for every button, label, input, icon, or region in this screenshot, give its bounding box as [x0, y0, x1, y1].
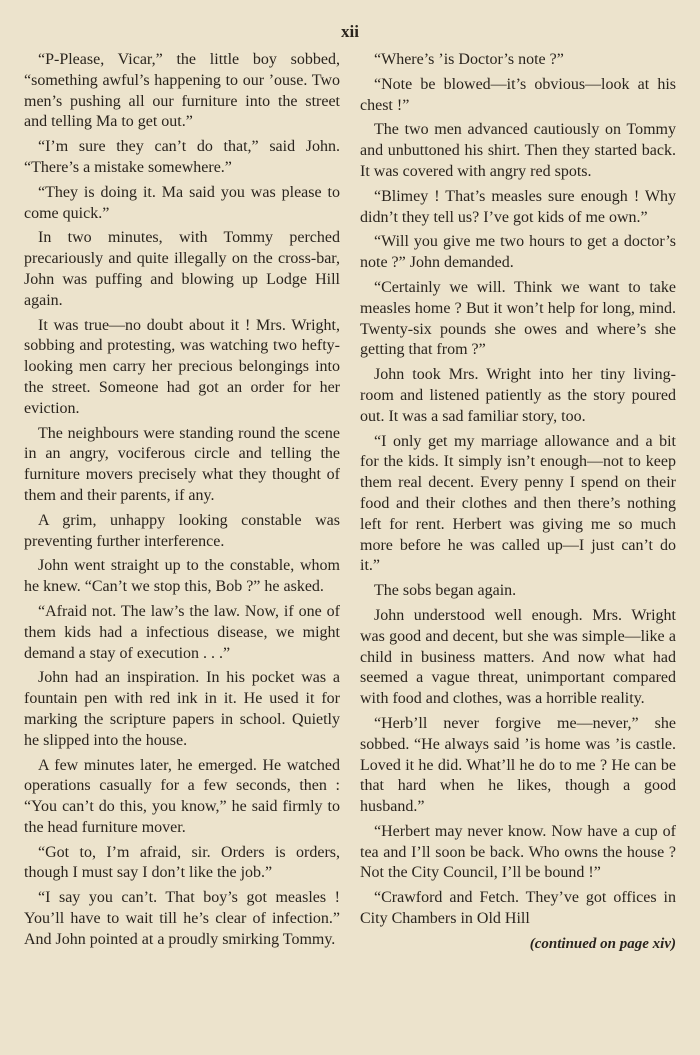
paragraph: “Herbert may never know. Now have a cup of tea and I’ll soon be back. Who owns the house ? Not the City Council, I’ll be bound !”	[360, 822, 676, 882]
paragraph: “Got to, I’m afraid, sir. Orders is orders, though I must say I don’t like the job.”	[24, 843, 340, 882]
paragraph: John took Mrs. Wright into her tiny living-room and listened patiently as the story poured out. It was a sad familiar story, too.	[360, 366, 676, 425]
paragraph: A grim, unhappy looking constable was preventing further interference.	[24, 511, 340, 550]
left-column	[24, 50, 340, 955]
paragraph: John went straight up to the constable, whom he knew. “Can’t we stop this, Bob ?” he asked.	[24, 557, 340, 596]
paragraph: The neighbours were standing round the scene in an angry, vociferous circle and telling the furniture movers precisely what they thought of them and their parents, if any.	[24, 424, 340, 504]
paragraph: “Certainly we will. Think we want to take measles home ? But it won’t help for long, mind. Twenty-six pounds she owes and where’s she getting that from ?”	[360, 278, 676, 359]
paragraph: “Afraid not. The law’s the law. Now, if one of them kids had a infectious disease, we might demand a stay of execution . . .”	[24, 602, 340, 662]
text-columns	[24, 50, 676, 955]
paragraph: “I only get my marriage allowance and a bit for the kids. It simply isn’t enough—not to keep them real decent. Every penny I spend on their food and their clothes and then there’s nothing left for rent. Herbert was giving me so much more before he was called up—I just can’t do it.”	[360, 432, 676, 575]
paragraph: “They is doing it. Ma said you was please to come quick.”	[24, 183, 340, 222]
right-column-paragraphs	[360, 50, 676, 930]
paragraph: “I’m sure they can’t do that,” said John. “There’s a mistake somewhere.”	[24, 138, 340, 176]
page-number: xii	[341, 22, 359, 41]
paragraph: “Crawford and Fetch. They’ve got offices in City Chambers in Old Hill	[360, 889, 676, 928]
paragraph: “I say you can’t. That boy’s got measles ! You’ll have to wait till he’s clear of infection.” And John pointed at a proudly smirking Tommy.	[24, 889, 340, 948]
paragraph: “Herb’ll never forgive me—never,” she sobbed. “He always said ’is home was ’is castle. Loved it he did. What’ll he do to me ? He can be that hard when he likes, though a good husband.”	[360, 714, 676, 816]
paragraph: “Where’s ’is Doctor’s note ?”	[374, 51, 564, 68]
paragraph: A few minutes later, he emerged. He watched operations casually for a few seconds, then : “You can’t do this, you know,” he said firmly to the head furniture mover.	[24, 756, 340, 836]
paragraph: John had an inspiration. In his pocket was a fountain pen with red ink in it. He used it for marking the scripture papers in school. Quietly he slipped into the house.	[24, 669, 340, 749]
paragraph: “P-Please, Vicar,” the little boy sobbed, “something awful’s happening to our ’ouse. Two men’s pushing all our furniture into the street and telling Ma to get out.”	[24, 51, 340, 131]
paragraph: “Note be blowed—it’s obvious—look at his chest !”	[360, 75, 676, 114]
paragraph: John understood well enough. Mrs. Wright was good and decent, but she was simple—like a child in business matters. And now what had seemed a vague threat, unimportant compared with food and clothes, was a horrible reality.	[360, 606, 676, 708]
paragraph: “Will you give me two hours to get a doctor’s note ?” John demanded.	[360, 233, 676, 272]
paragraph: In two minutes, with Tommy perched precariously and quite illegally on the cross-bar, John was puffing and blowing up Lodge Hill again.	[24, 229, 340, 309]
paragraph: The two men advanced cautiously on Tommy and unbuttoned his shirt. Then they started back. It was covered with angry red spots.	[360, 121, 676, 180]
paragraph: “Blimey ! That’s measles sure enough ! Why didn’t they tell us? I’ve got kids of me own.”	[360, 187, 676, 226]
right-column	[360, 50, 676, 955]
paragraph: The sobs began again.	[374, 582, 517, 600]
paragraph: It was true—no doubt about it ! Mrs. Wright, sobbing and protesting, was watching two hefty-looking men carry her precious belongings into the street. Someone had got an order for her eviction.	[24, 316, 340, 417]
continued-note: (continued on page xiv)	[529, 935, 676, 952]
